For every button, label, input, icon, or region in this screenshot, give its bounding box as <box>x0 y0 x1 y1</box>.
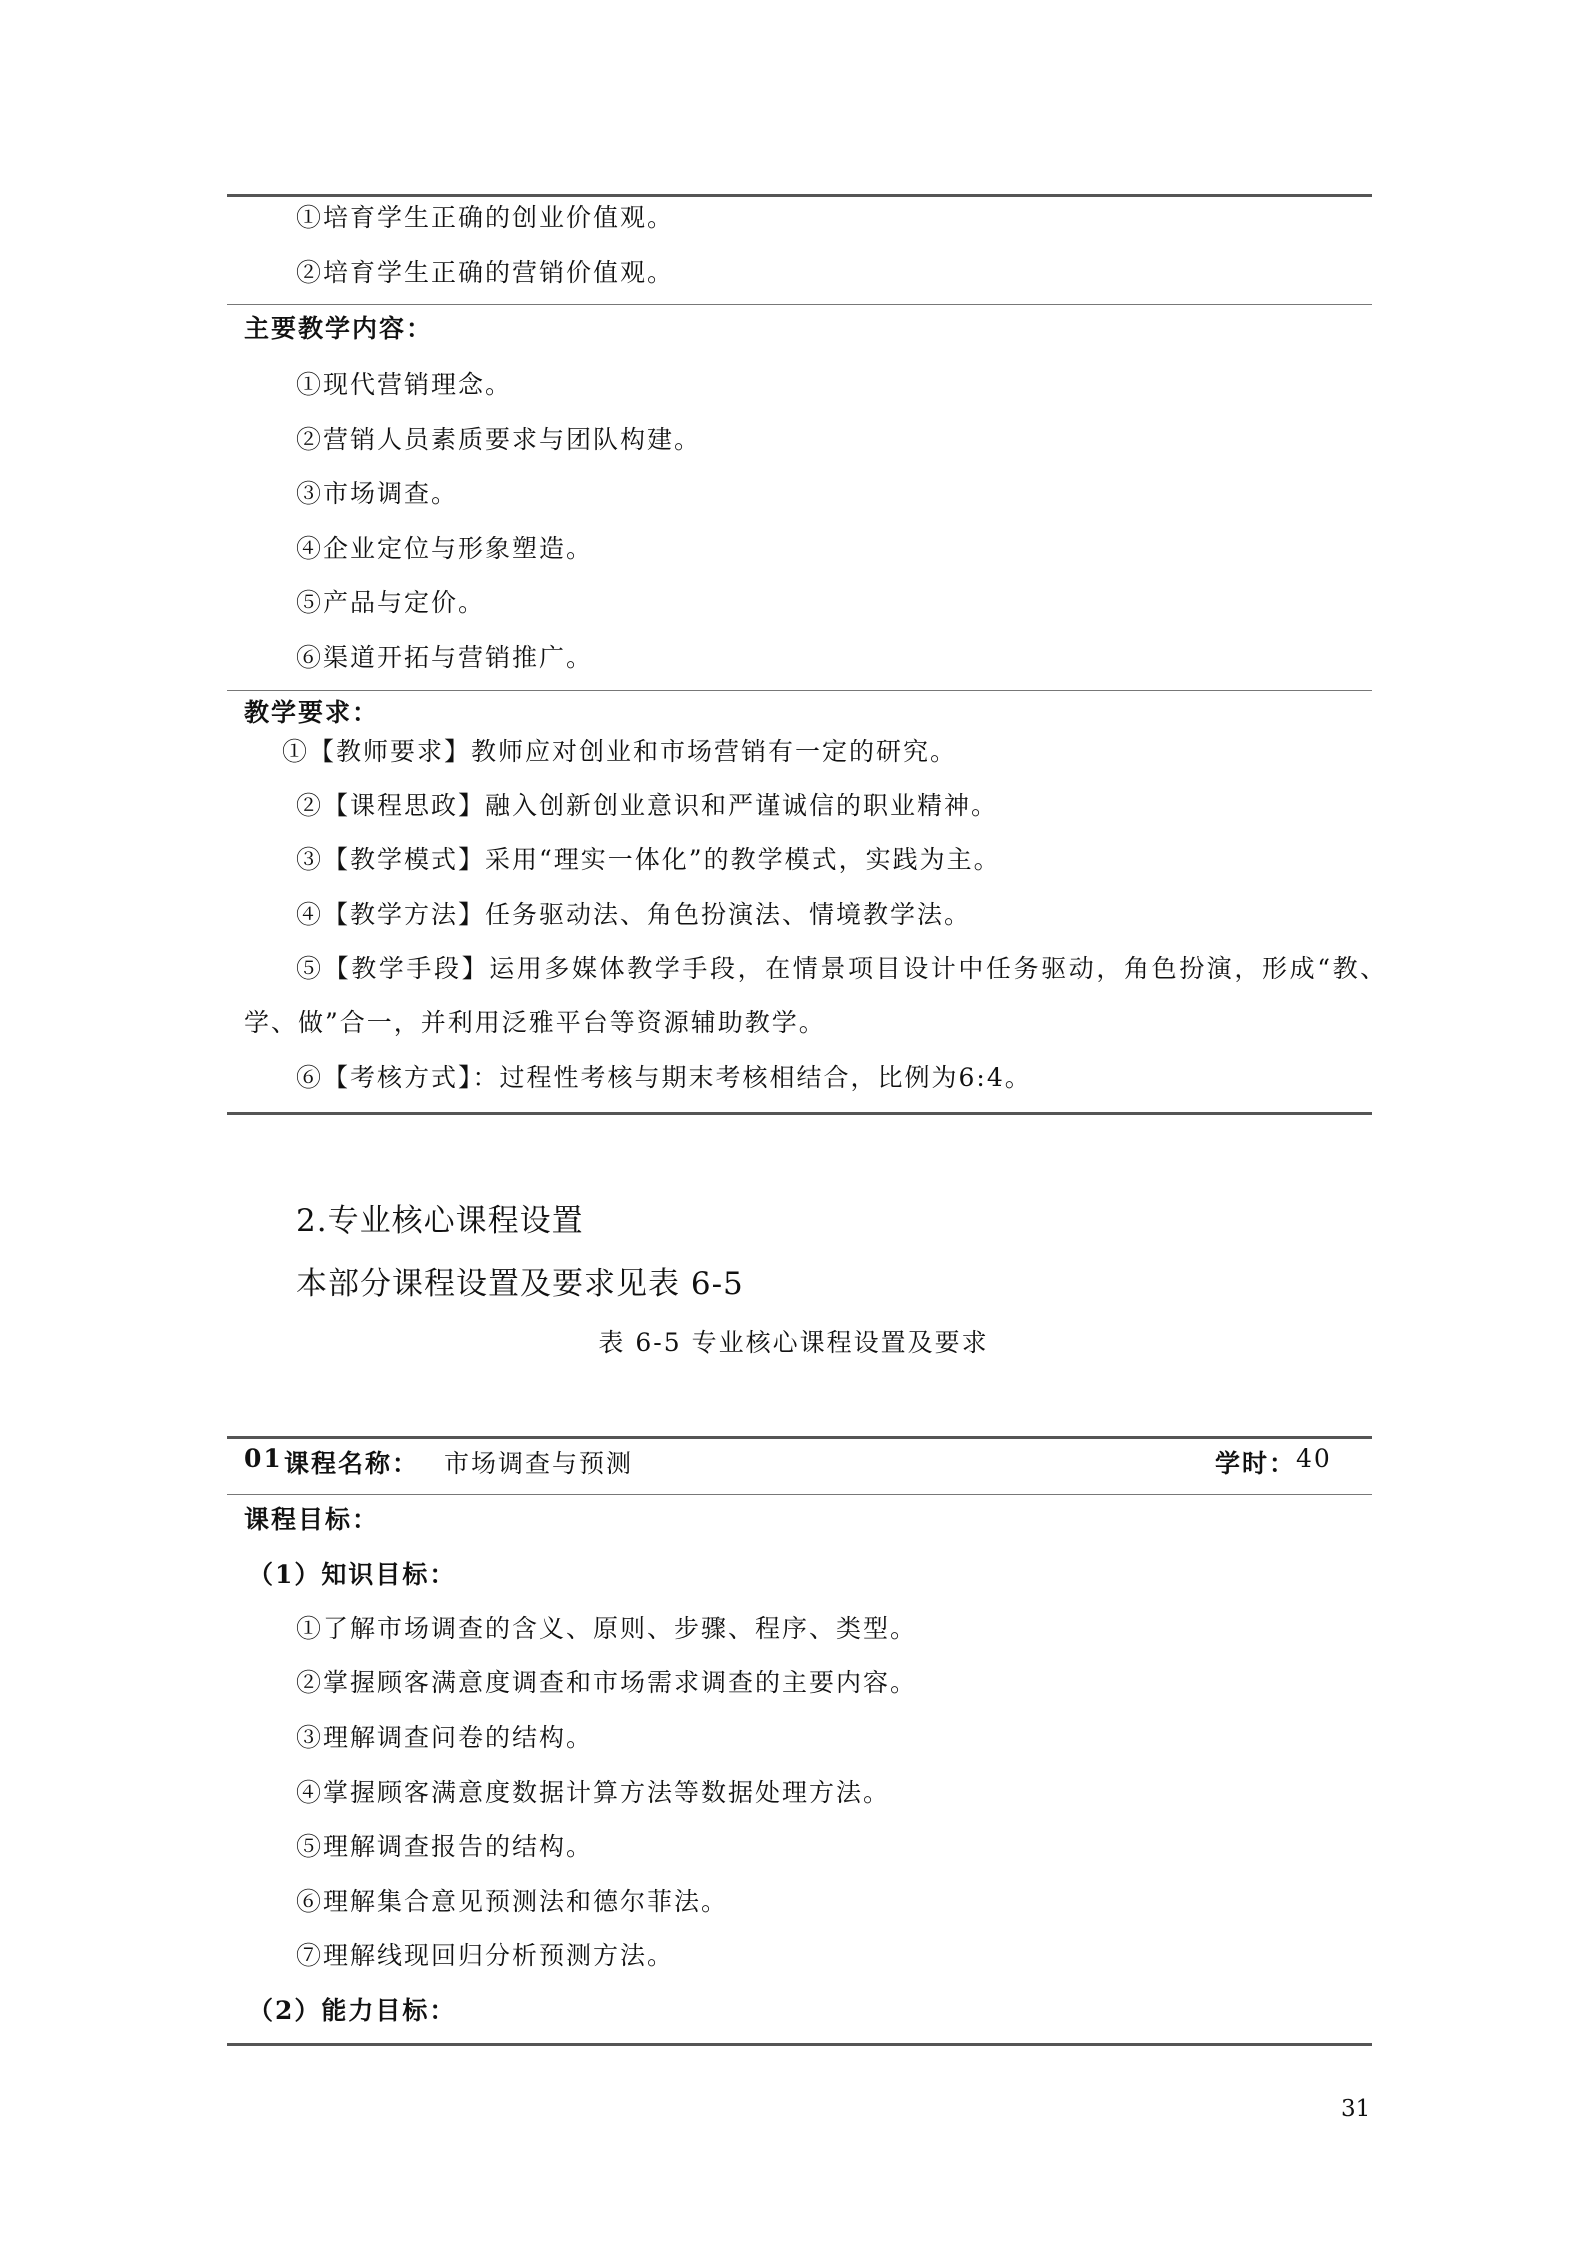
knowledge-heading: （1）知识目标： <box>248 1560 457 1589</box>
requirements-heading: 教学要求： <box>244 698 380 727</box>
course-name-label: 课程名称： <box>284 1449 420 1478</box>
section-intro: 本部分课程设置及要求见表 6-5 <box>296 1266 744 1302</box>
knowledge-item: ⑦理解线现回归分析预测方法。 <box>296 1941 675 1970</box>
content-heading: 主要教学内容： <box>244 314 434 343</box>
requirement-item: ①【教师要求】教师应对创业和市场营销有一定的研究。 <box>282 737 958 766</box>
course-number: 01 <box>244 1444 283 1473</box>
knowledge-item: ⑤理解调查报告的结构。 <box>296 1832 594 1861</box>
content-item: ①现代营销理念。 <box>296 370 513 399</box>
table-bottom-border <box>227 1112 1372 1115</box>
knowledge-item: ⑥理解集合意见预测法和德尔菲法。 <box>296 1887 729 1916</box>
requirement-item: ⑥【考核方式】：过程性考核与期末考核相结合，比例为6:4。 <box>296 1063 1032 1092</box>
requirement-item: ⑤【教学手段】运用多媒体教学手段，在情景项目设计中任务驱动，角色扮演，形成“教、 <box>296 954 1388 983</box>
knowledge-item: ④掌握顾客满意度数据计算方法等数据处理方法。 <box>296 1778 891 1807</box>
table-divider <box>227 304 1372 305</box>
content-item: ④企业定位与形象塑造。 <box>296 534 594 563</box>
content-item: ③市场调查。 <box>296 479 459 508</box>
section-heading: 2.专业核心课程设置 <box>296 1203 584 1239</box>
hours-label: 学时： <box>1215 1449 1297 1478</box>
value-item: ①培育学生正确的创业价值观。 <box>296 203 675 232</box>
content-item: ⑤产品与定价。 <box>296 588 486 617</box>
table-top-border <box>227 194 1372 197</box>
content-item: ②营销人员素质要求与团队构建。 <box>296 425 702 454</box>
table-caption: 表 6-5 专业核心课程设置及要求 <box>598 1328 989 1357</box>
requirement-item: ④【教学方法】任务驱动法、角色扮演法、情境教学法。 <box>296 900 972 929</box>
requirement-item: ②【课程思政】融入创新创业意识和严谨诚信的职业精神。 <box>296 791 999 820</box>
course-table-divider <box>227 1494 1372 1495</box>
value-item: ②培育学生正确的营销价值观。 <box>296 258 675 287</box>
knowledge-item: ③理解调查问卷的结构。 <box>296 1723 594 1752</box>
hours-value: 40 <box>1296 1444 1332 1473</box>
course-table-bottom-border <box>227 2043 1372 2046</box>
objectives-heading: 课程目标： <box>244 1505 380 1534</box>
knowledge-item: ②掌握顾客满意度调查和市场需求调查的主要内容。 <box>296 1668 918 1697</box>
course-table-top-border <box>227 1436 1372 1439</box>
course-name-value: 市场调查与预测 <box>444 1449 634 1478</box>
content-item: ⑥渠道开拓与营销推广。 <box>296 643 594 672</box>
knowledge-item: ①了解市场调查的含义、原则、步骤、程序、类型。 <box>296 1614 918 1643</box>
page-number: 31 <box>1341 2096 1371 2122</box>
requirement-item: ③【教学模式】采用“理实一体化”的教学模式，实践为主。 <box>296 845 1001 874</box>
ability-heading: （2）能力目标： <box>248 1996 457 2025</box>
table-divider <box>227 690 1372 691</box>
requirement-item-continued: 学、做”合一，并利用泛雅平台等资源辅助教学。 <box>244 1008 826 1037</box>
